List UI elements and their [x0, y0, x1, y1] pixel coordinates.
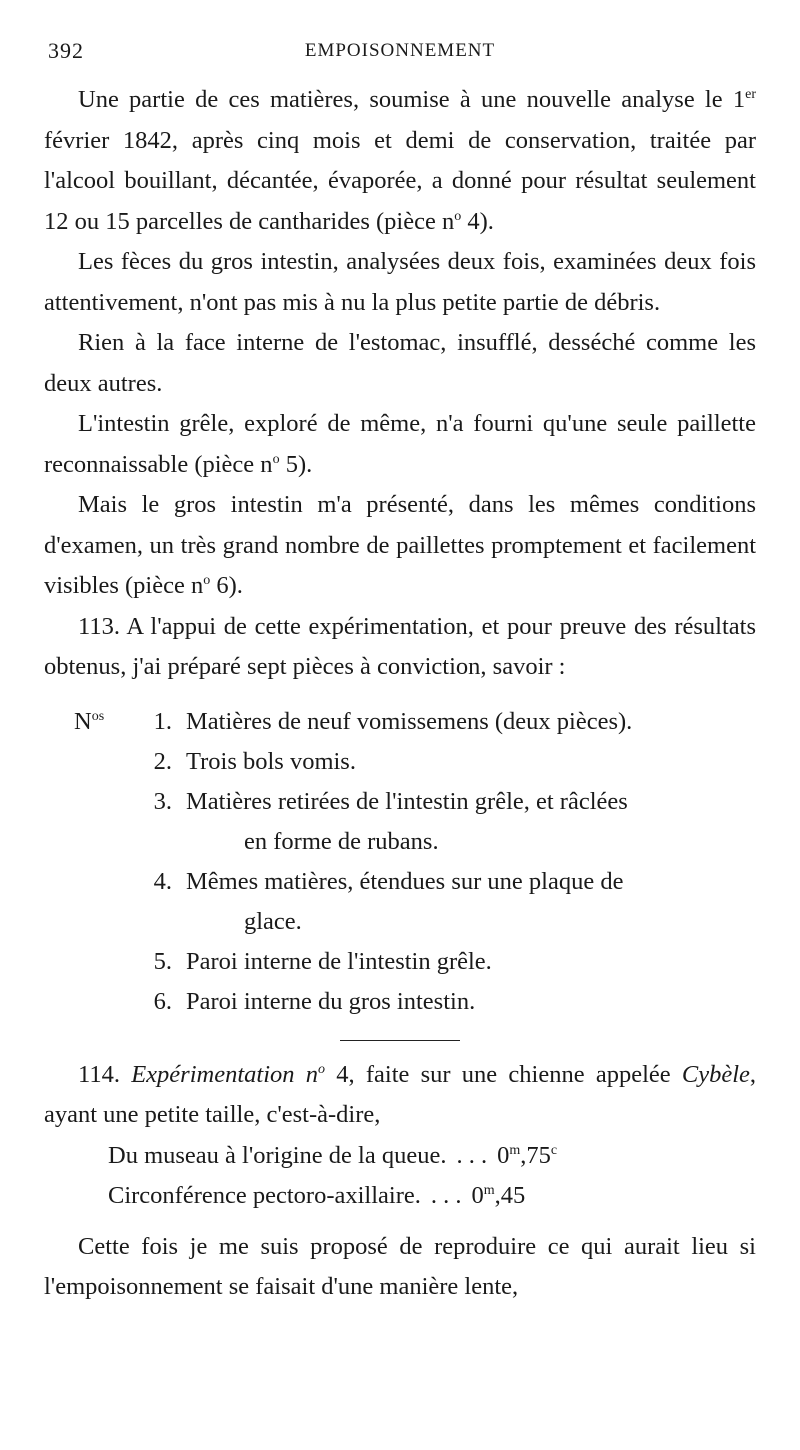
- measurements: [108, 1136, 756, 1217]
- list-item: [74, 942, 756, 982]
- measurement-dots: . . .: [430, 1182, 462, 1209]
- paragraph-5-text-a: Mais le gros intestin m'a présenté, dans les mêmes conditions d'examen, un très grand nombre de paillettes promptement et facilement visibles (pièce n: [44, 491, 756, 599]
- paragraph-114-text-b: , ayant une petite taille, c'est-à-dire,: [44, 1060, 757, 1128]
- list-item-text: Mêmes matières, étendues sur une plaque de: [186, 867, 624, 895]
- paragraph-5-sup: o: [203, 572, 211, 588]
- list-item-number: 4.: [153, 867, 172, 895]
- list-item: [74, 982, 756, 1022]
- paragraph-last: Cette fois je me suis proposé de reproduire ce qui aurait lieu si l'empoisonnement se faisait d'une manière lente,: [44, 1232, 756, 1300]
- header-title: EMPOISONNEMENT: [304, 40, 496, 61]
- paragraph-3: Rien à la face interne de l'estomac, insufflé, desséché comme les deux autres.: [44, 329, 756, 397]
- paragraph-1-sup-a: er: [745, 86, 756, 102]
- evidence-list: [74, 702, 756, 1022]
- list-prefix: [74, 702, 132, 742]
- paragraph-4-text-b: 5).: [279, 450, 313, 478]
- paragraph-1-text-b: février 1842, après cinq mois et demi de conservation, traitée par l'alcool bouillant, décantée, évaporée, a donné pour résultat seulement 12 ou 15 parcelles de cantharides (pièce n: [44, 126, 756, 235]
- measurement-value: [497, 1136, 557, 1177]
- measurement-dots: . . .: [456, 1141, 488, 1169]
- list-item-number: 2.: [153, 747, 172, 775]
- running-head: [48, 38, 752, 68]
- measurement-label: Circonférence pectoro-axillaire.: [108, 1182, 421, 1209]
- paragraph-5-text-b: 6).: [210, 572, 243, 599]
- measurement-label: Du museau à l'origine de la queue.: [108, 1141, 447, 1169]
- experiment-title-sup: o: [318, 1061, 325, 1077]
- paragraph-4-text-a: L'intestin grêle, exploré de même, n'a fourni qu'une seule paillette reconnaissable (pièce n: [44, 410, 756, 478]
- measurement-value: [472, 1176, 526, 1217]
- list-item-continuation: glace.: [244, 907, 302, 935]
- list-item: [74, 702, 756, 742]
- paragraph-6: 113. A l'appui de cette expérimentation, et pour preuve des résultats obtenus, j'ai préparé sept pièces à conviction, savoir :: [44, 612, 756, 680]
- list-item-number: 1.: [153, 707, 172, 735]
- list-item-number: 6.: [153, 987, 172, 1015]
- paragraph-5: [44, 485, 756, 607]
- paragraph-1-text-a: Une partie de ces matières, soumise à une nouvelle analyse le 1: [78, 86, 746, 113]
- list-prefix-sup: os: [91, 708, 105, 724]
- paragraph-114-text-a: , faite sur une chienne appelée: [348, 1060, 682, 1088]
- measurement-value-unit: m: [483, 1182, 495, 1198]
- paragraph-114: [44, 1055, 756, 1136]
- list-item-text: Matières retirées de l'intestin grêle, et râclées: [186, 787, 628, 815]
- paragraph-4-sup: o: [272, 451, 280, 467]
- body-text: [44, 80, 756, 1308]
- list-item-number: 5.: [153, 947, 172, 975]
- dog-name: Cybèle: [681, 1060, 750, 1088]
- paragraph-1-text-c: 4).: [461, 207, 494, 235]
- measurement-value-rest: ,75: [520, 1141, 551, 1169]
- paragraph-2: Les fèces du gros intestin, analysées deux fois, examinées deux fois attentivement, n'ont pas mis à nu la plus petite partie de débris.: [44, 248, 756, 316]
- paragraph-4: [44, 404, 756, 485]
- measurement-row: [108, 1176, 756, 1217]
- experiment-title: [131, 1061, 325, 1088]
- list-item: [74, 862, 756, 942]
- list-item-continuation: en forme de rubans.: [244, 827, 439, 855]
- list-item: [74, 782, 756, 862]
- measurement-value-main: 0: [497, 1141, 510, 1169]
- measurement-row: [108, 1136, 756, 1177]
- paragraph-1-sup-b: o: [454, 208, 462, 224]
- measurement-value-unit: m: [509, 1142, 521, 1158]
- paragraph-1: [44, 80, 756, 242]
- experiment-number: 4: [336, 1060, 349, 1088]
- list-item-text: Trois bols vomis.: [186, 747, 356, 775]
- list-item-number: 3.: [153, 787, 172, 815]
- section-number: 114.: [78, 1060, 120, 1088]
- page-number: 392: [48, 38, 84, 63]
- section-divider: [340, 1040, 460, 1041]
- measurement-value-main: 0: [471, 1182, 484, 1209]
- list-item-text: Paroi interne du gros intestin.: [186, 987, 476, 1015]
- experiment-title-text: Expérimentation n: [131, 1060, 318, 1088]
- list-item: [74, 742, 756, 782]
- list-item-text: Matières de neuf vomissemens (deux pièces).: [186, 707, 633, 735]
- measurement-value-rest: ,45: [494, 1182, 526, 1209]
- list-prefix-text: N: [74, 707, 92, 735]
- list-item-text: Paroi interne de l'intestin grêle.: [186, 947, 492, 975]
- measurement-value-unit2: c: [550, 1142, 558, 1158]
